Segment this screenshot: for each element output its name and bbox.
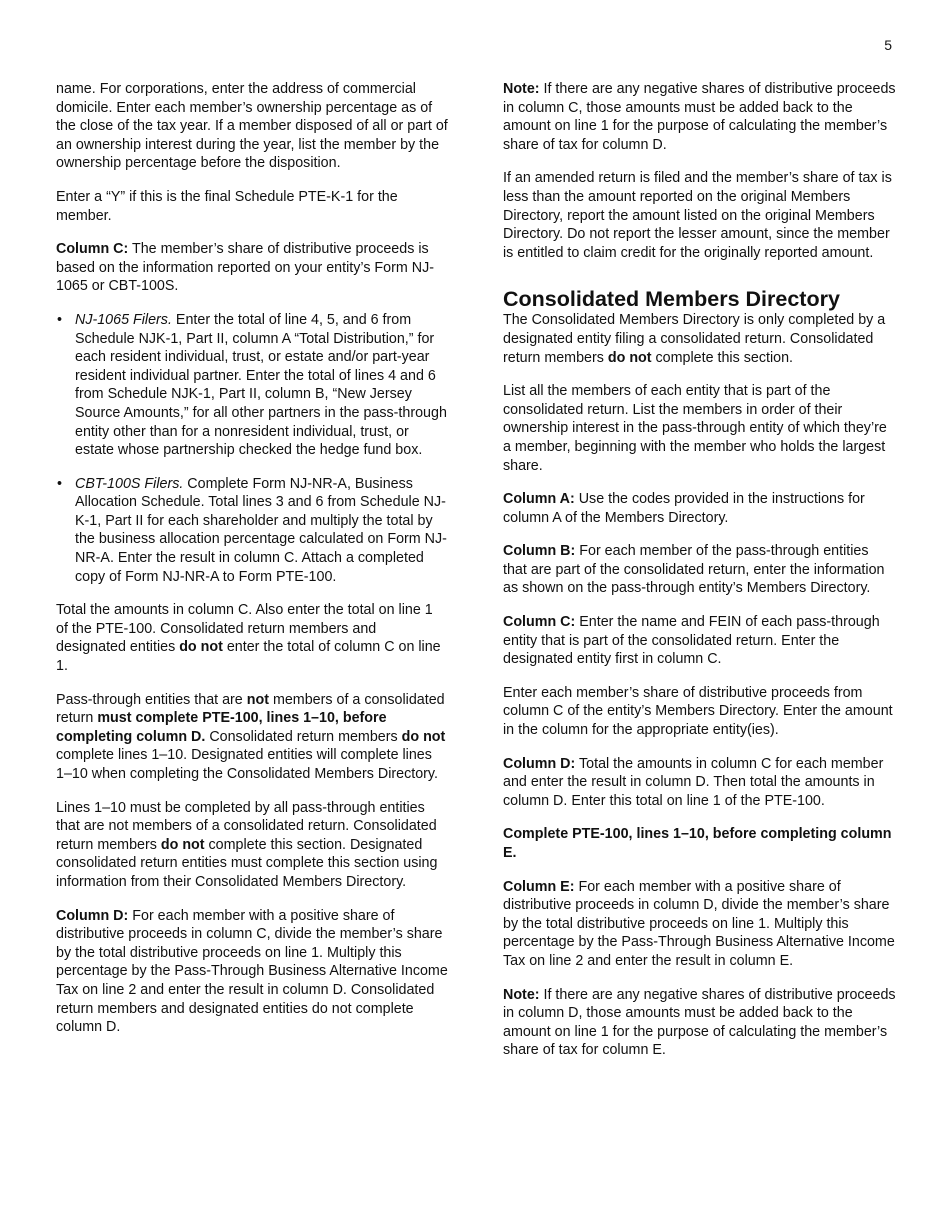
complete-lines-text: Complete PTE-100, lines 1–10, before completing column E. bbox=[503, 826, 892, 861]
column-a-text: Use the codes provided in the instructions for column A of the Members Directory. bbox=[503, 491, 865, 526]
note-label: Note: bbox=[503, 986, 540, 1003]
final-schedule-paragraph: Enter a “Y” if this is the final Schedule PTE-K-1 for the member. bbox=[56, 188, 398, 224]
bullet-cbt100s bbox=[56, 475, 448, 587]
column-a-label: Column A: bbox=[503, 491, 575, 508]
pt-text-c: members of a consolidated return bbox=[56, 691, 445, 727]
column-d-text: For each member with a positive share of distributive proceeds in column C, divide the member’s share by the total distributive proceeds on line 1. Multiply this percentage by the Pass-Through Business Alternative Income Tax on line 2 and enter the result in column D. Consolidated return members and designated entities do not complete column D. bbox=[56, 907, 448, 1036]
member-address-paragraph: name. For corporations, enter the address of commercial domicile. Enter each member’s ownership percentage as of the close of the tax year. If a member disposed of all or part of an ownership interest during the year, list the member by the ownership percentage before the disposition. bbox=[56, 81, 448, 172]
total-paragraph bbox=[56, 601, 448, 675]
bullet-dot: • bbox=[57, 311, 63, 328]
column-a-paragraph bbox=[503, 490, 896, 527]
column-c-text: The member’s share of distributive proceeds is based on the information reported on your entity’s Form NJ-1065 or CBT-100S. bbox=[56, 241, 434, 295]
column-c-label: Column C: bbox=[503, 614, 576, 631]
bullet-nj1065 bbox=[56, 311, 448, 460]
column-d-label: Column D: bbox=[56, 907, 129, 924]
complete-lines-paragraph bbox=[503, 825, 896, 862]
pt-text-d: must complete PTE-100, lines 1–10, before completing column D. bbox=[56, 710, 387, 745]
pt-text-b: not bbox=[246, 691, 269, 708]
note-label: Note: bbox=[503, 81, 540, 97]
lines-text-b: do not bbox=[160, 836, 205, 853]
pass-through-paragraph bbox=[56, 691, 448, 784]
column-e-paragraph bbox=[503, 878, 896, 971]
filer-bullet-list bbox=[56, 311, 448, 586]
bullet-cbt100s-label: CBT-100S Filers. bbox=[75, 475, 184, 492]
lines-paragraph bbox=[56, 799, 448, 892]
column-d-paragraph bbox=[56, 907, 448, 1037]
intro-text-c: complete this section. bbox=[651, 349, 793, 366]
column-e-text: For each member with a positive share of distributive proceeds in column D, divide the member’s share by the total distributive proceeds on line 1. Multiply this percentage by the Pass-Through Business Alternative Income Tax on line 2 and enter the result in column E. bbox=[503, 878, 895, 969]
bullet-dot: • bbox=[57, 475, 63, 492]
total-text-b: do not bbox=[179, 639, 223, 656]
column-d-label: Column D: bbox=[503, 755, 576, 772]
intro-text-a: The Consolidated Members Directory is only completed by a designated entity filing a consolidated return. Consolidated return members bbox=[503, 312, 886, 366]
list-members-paragraph: List all the members of each entity that is part of the consolidated return. List the members in order of their ownership interest in the pass-through entity of which they’re a member, beginning with the member who holds the largest share. bbox=[503, 383, 887, 474]
section-heading: Consolidated Members Directory bbox=[503, 287, 840, 312]
consolidated-intro-paragraph bbox=[503, 311, 896, 367]
pt-text-g: complete lines 1–10. Designated entities will complete lines 1–10 when completing the Consolidated Members Directory. bbox=[56, 747, 438, 782]
column-c-text: Enter the name and FEIN of each pass-through entity that is part of the consolidated return. Enter the designated entity first in column C. bbox=[503, 614, 880, 668]
pt-text-f: do not bbox=[401, 728, 446, 745]
note-text: If there are any negative shares of distributive proceeds in column D, those amounts must be added back to the amount on line 1 for the purpose of calculating the member’s share of tax for column E. bbox=[503, 986, 896, 1059]
column-c-label: Column C: bbox=[56, 241, 129, 258]
page-number: 5 bbox=[884, 37, 892, 53]
right-column bbox=[503, 80, 896, 1075]
note-text: If there are any negative shares of distributive proceeds in column C, those amounts must be added back to the amount on line 1 for the purpose of calculating the member’s share of tax for column D. bbox=[503, 81, 896, 153]
pt-text-a: Pass-through entities that are bbox=[56, 691, 247, 708]
column-d-paragraph bbox=[503, 755, 896, 811]
column-b-label: Column B: bbox=[503, 543, 576, 560]
column-c-paragraph bbox=[503, 613, 896, 669]
amended-return-paragraph: If an amended return is filed and the member’s share of tax is less than the amount reported on the original Members Directory, report the amount listed on the original Members Directory. Do not report the lesser amount, since the member is entitled to claim credit for the originally reported amount. bbox=[503, 170, 892, 261]
left-column bbox=[56, 80, 448, 1052]
bullet-cbt100s-text: Complete Form NJ-NR-A, Business Allocation Schedule. Total lines 3 and 6 from Schedule NJ-K-1, Part II for each shareholder and multiply the total by the business allocation percentage calculated on Form NJ-NR-A. Enter the result in column C. Attach a completed copy of Form NJ-NR-A to Form PTE-100. bbox=[75, 475, 447, 585]
column-b-text: For each member of the pass-through entities that are part of the consolidated return, enter the information as shown on the pass-through entity’s Members Directory. bbox=[503, 543, 885, 597]
bullet-nj1065-text: Enter the total of line 4, 5, and 6 from Schedule NJK-1, Part II, column A “Total Distribution,” for each resident individual, trust, or estate and/or part-year resident individual partner. Enter the total of lines 4 and 6 from Schedule NJK-1, Part II, column B, “New Jersey Source Amounts,” for all other partners in the pass-through entity other than for a nonresident individual, trust, or estate whose partnership checked the hedge fund box. bbox=[75, 311, 447, 459]
note-column-d-paragraph bbox=[503, 986, 896, 1060]
enter-each-paragraph: Enter each member’s share of distributive proceeds from column C of the entity’s Members Directory. Enter the amount in the column for the appropriate entity(ies). bbox=[503, 684, 893, 739]
total-text-a: Total the amounts in column C. Also enter the total on line 1 of the PTE-100. Consolidated return members and designated entities bbox=[56, 602, 433, 656]
bullet-nj1065-label: NJ-1065 Filers. bbox=[75, 311, 172, 328]
lines-text-a: Lines 1–10 must be completed by all pass-through entities that are not members of a consolidated return. Consolidated return members bbox=[56, 799, 437, 853]
intro-text-b: do not bbox=[607, 349, 652, 366]
column-b-paragraph bbox=[503, 542, 896, 598]
column-d-text: Total the amounts in column C for each member and enter the result in column D. Then total the amounts in column D. Enter this total on line 1 of the PTE-100. bbox=[503, 755, 884, 809]
note-column-c-paragraph bbox=[503, 80, 896, 154]
total-text-c: enter the total of column C on line 1. bbox=[56, 639, 441, 675]
pt-text-e: Consolidated return members bbox=[205, 728, 402, 745]
column-c-paragraph bbox=[56, 240, 448, 296]
lines-text-c: complete this section. Designated consolidated return entities must complete this section using information from their Consolidated Members Directory. bbox=[56, 836, 438, 890]
column-e-label: Column E: bbox=[503, 878, 575, 895]
